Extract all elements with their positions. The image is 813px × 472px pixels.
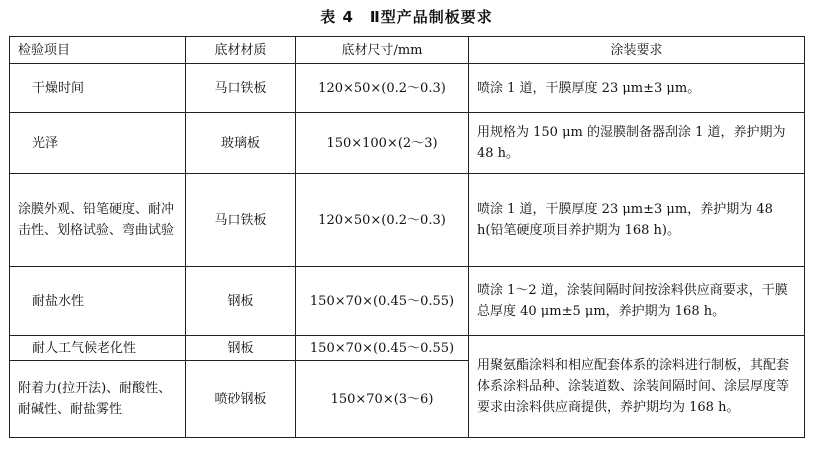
cell-requirement: 喷涂 1 道，干膜厚度 23 μm±3 μm。	[469, 64, 805, 113]
cell-material: 钢板	[186, 267, 296, 336]
header-size: 底材尺寸/mm	[296, 37, 469, 64]
cell-requirement: 喷涂 1～2 道，涂装间隔时间按涂料供应商要求，干膜总厚度 40 μm±5 μm，养护期为 168 h。	[469, 267, 805, 336]
table-row	[10, 113, 805, 174]
cell-size: 120×50×(0.2～0.3)	[296, 174, 469, 267]
cell-requirement: 喷涂 1 道，干膜厚度 23 μm±3 μm，养护期为 48 h(铅笔硬度项目养护期为 168 h)。	[469, 174, 805, 267]
cell-material: 马口铁板	[186, 64, 296, 113]
header-requirement: 涂装要求	[469, 37, 805, 64]
cell-requirement: 用规格为 150 μm 的湿膜制备器刮涂 1 道，养护期为 48 h。	[469, 113, 805, 174]
cell-item: 干燥时间	[10, 64, 186, 113]
cell-item: 涂膜外观、铅笔硬度、耐冲击性、划格试验、弯曲试验	[10, 174, 186, 267]
cell-size: 150×70×(3～6)	[296, 361, 469, 438]
cell-size: 120×50×(0.2～0.3)	[296, 64, 469, 113]
cell-item: 耐人工气候老化性	[10, 336, 186, 361]
cell-item: 附着力(拉开法)、耐酸性、耐碱性、耐盐雾性	[10, 361, 186, 438]
cell-size: 150×100×(2～3)	[296, 113, 469, 174]
cell-material: 钢板	[186, 336, 296, 361]
cell-material: 玻璃板	[186, 113, 296, 174]
cell-material: 马口铁板	[186, 174, 296, 267]
cell-item: 光泽	[10, 113, 186, 174]
cell-item: 耐盐水性	[10, 267, 186, 336]
cell-material: 喷砂钢板	[186, 361, 296, 438]
header-item: 检验项目	[10, 37, 186, 64]
cell-size: 150×70×(0.45～0.55)	[296, 267, 469, 336]
cell-size: 150×70×(0.45～0.55)	[296, 336, 469, 361]
header-row	[10, 37, 805, 64]
table-row	[10, 174, 805, 267]
header-material: 底材材质	[186, 37, 296, 64]
cell-requirement-merged: 用聚氨酯涂料和相应配套体系的涂料进行制板，其配套体系涂料品种、涂装道数、涂装间隔时间、涂层厚度等要求由涂料供应商提供，养护期均为 168 h。	[469, 336, 805, 438]
table-row	[10, 336, 805, 361]
spec-table	[9, 36, 805, 438]
table-row	[10, 267, 805, 336]
table-title: 表 4 Ⅱ型产品制板要求	[320, 8, 493, 26]
table-row	[10, 64, 805, 113]
